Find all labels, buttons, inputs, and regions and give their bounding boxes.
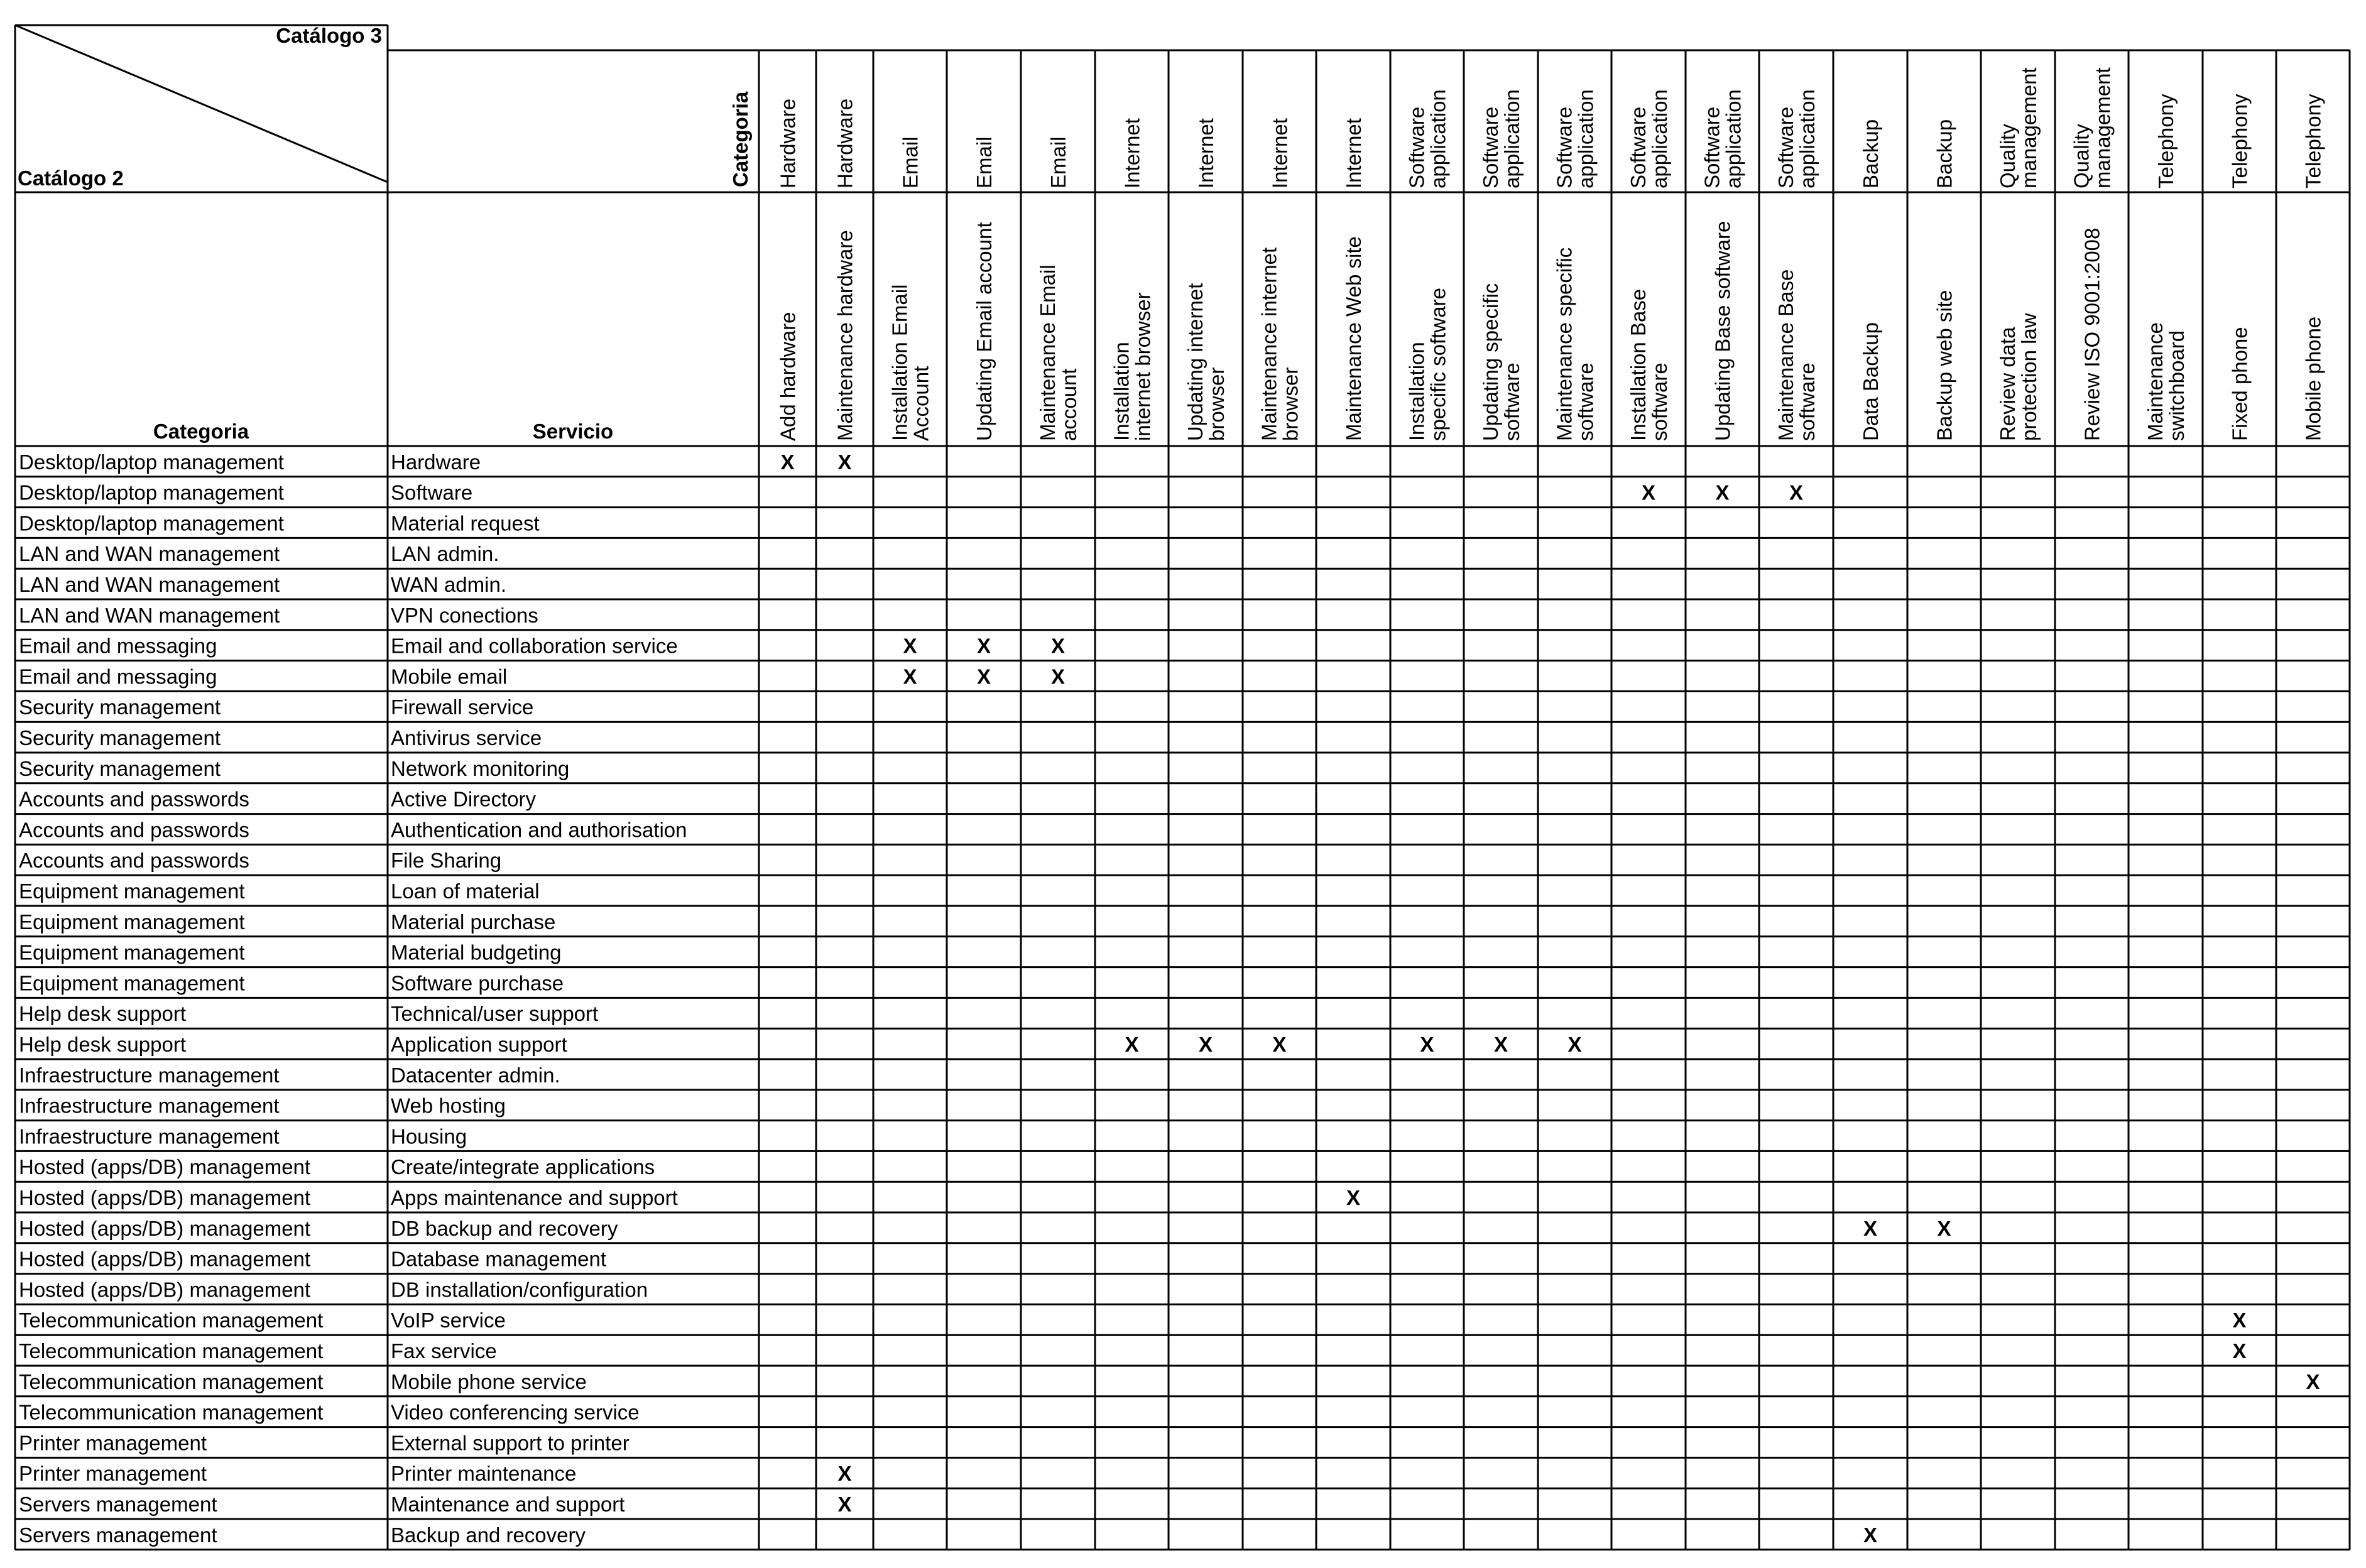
column-category-label: Softwareapplication bbox=[1405, 89, 1450, 188]
matrix-mark-x: X bbox=[1715, 481, 1730, 504]
row-servicio-cell: Antivirus service bbox=[391, 726, 542, 749]
row-servicio-cell: Hardware bbox=[391, 450, 481, 474]
matrix-mark-x: X bbox=[976, 665, 991, 689]
column-category-label: Internet bbox=[1194, 118, 1218, 188]
row-servicio-cell: Housing bbox=[391, 1124, 467, 1148]
row-servicio-cell: WAN admin. bbox=[391, 573, 506, 596]
matrix-mark-x: X bbox=[1050, 634, 1066, 658]
column-service-label: Installationinternet browser bbox=[1109, 292, 1155, 441]
row-servicio-cell: Authentication and authorisation bbox=[391, 818, 687, 842]
matrix-mark-x: X bbox=[1789, 481, 1804, 504]
row-servicio-cell: Application support bbox=[391, 1033, 567, 1056]
row-servicio-cell: Mobile phone service bbox=[391, 1369, 587, 1393]
column-service-label: Maintenance internetbrowser bbox=[1257, 247, 1302, 441]
row-servicio-cell: Network monitoring bbox=[391, 756, 570, 780]
row-categoria-cell: Printer management bbox=[19, 1462, 207, 1486]
matrix-mark-x: X bbox=[1272, 1033, 1287, 1056]
row-categoria-cell: LAN and WAN management bbox=[19, 603, 280, 627]
matrix-mark-x: X bbox=[976, 634, 991, 658]
row-categoria-cell: Email and messaging bbox=[19, 665, 217, 689]
column-category-label: Telephony bbox=[2228, 94, 2252, 188]
matrix-mark-x: X bbox=[1863, 1523, 1878, 1547]
row-servicio-cell: Fax service bbox=[391, 1339, 497, 1363]
row-categoria-cell: Infraestructure management bbox=[19, 1094, 280, 1118]
row-categoria-cell: Security management bbox=[19, 756, 221, 780]
row-servicio-cell: Software purchase bbox=[391, 971, 564, 995]
row-categoria-cell: Infraestructure management bbox=[19, 1063, 280, 1087]
row-servicio-cell: File Sharing bbox=[391, 849, 502, 873]
column-service-label: Updating Email account bbox=[973, 222, 996, 441]
row-categoria-cell: Equipment management bbox=[19, 910, 245, 934]
column-service-label: Maintenance Basesoftware bbox=[1774, 269, 1819, 441]
column-category-label: Backup bbox=[1933, 119, 1956, 188]
row-categoria-cell: Security management bbox=[19, 726, 221, 749]
matrix-mark-x: X bbox=[2232, 1339, 2247, 1363]
row-servicio-cell: External support to printer bbox=[391, 1431, 630, 1455]
header-servicio: Servicio bbox=[532, 420, 614, 443]
matrix-mark-x: X bbox=[1641, 481, 1656, 504]
column-category-label: Email bbox=[898, 136, 922, 188]
row-categoria-cell: LAN and WAN management bbox=[19, 573, 280, 596]
row-servicio-cell: Database management bbox=[391, 1247, 607, 1271]
row-categoria-cell: LAN and WAN management bbox=[19, 542, 280, 566]
row-categoria-cell: Accounts and passwords bbox=[19, 787, 249, 811]
column-service-label: Maintenance specificsoftware bbox=[1552, 247, 1598, 441]
row-categoria-cell: Help desk support bbox=[19, 1033, 186, 1056]
corner-catalog-3-label: Catálogo 3 bbox=[276, 24, 382, 47]
row-servicio-cell: VoIP service bbox=[391, 1309, 506, 1332]
column-category-label: Internet bbox=[1268, 118, 1292, 188]
row-categoria-cell: Telecommunication management bbox=[19, 1400, 324, 1424]
matrix-mark-x: X bbox=[1346, 1186, 1361, 1209]
column-category-label: Hardware bbox=[833, 98, 857, 188]
row-servicio-cell: Loan of material bbox=[391, 879, 540, 903]
row-servicio-cell: Material budgeting bbox=[391, 940, 562, 964]
row-categoria-cell: Hosted (apps/DB) management bbox=[19, 1186, 311, 1209]
matrix-mark-x: X bbox=[1050, 665, 1066, 689]
column-category-label: Softwareapplication bbox=[1479, 89, 1524, 188]
matrix-mark-x: X bbox=[1493, 1033, 1508, 1056]
column-category-label: Internet bbox=[1120, 118, 1144, 188]
row-servicio-cell: Create/integrate applications bbox=[391, 1155, 655, 1179]
matrix-mark-x: X bbox=[837, 1462, 852, 1486]
row-categoria-cell: Desktop/laptop management bbox=[19, 450, 284, 474]
column-service-label: Maintenanceswitchboard bbox=[2144, 322, 2188, 441]
row-servicio-cell: Web hosting bbox=[391, 1094, 506, 1118]
column-category-label: Softwareapplication bbox=[1627, 89, 1671, 188]
row-servicio-cell: Backup and recovery bbox=[391, 1523, 586, 1547]
row-servicio-cell: Video conferencing service bbox=[391, 1400, 640, 1424]
corner-catalog-2-label: Catálogo 2 bbox=[18, 166, 124, 190]
corner-diagonal-line bbox=[15, 25, 388, 182]
row-categoria-cell: Servers management bbox=[19, 1493, 217, 1516]
column-service-label: Review ISO 9001:2008 bbox=[2080, 227, 2104, 441]
column-service-label: Installation Basesoftware bbox=[1627, 288, 1671, 441]
column-service-label: Maintenance hardware bbox=[833, 230, 857, 441]
row-categoria-cell: Desktop/laptop management bbox=[19, 511, 284, 535]
column-category-label: Softwareapplication bbox=[1774, 89, 1819, 188]
row-servicio-cell: LAN admin. bbox=[391, 542, 499, 566]
matrix-mark-x: X bbox=[1937, 1216, 1951, 1240]
column-service-label: Updating specificsoftware bbox=[1479, 283, 1524, 441]
row-categoria-cell: Hosted (apps/DB) management bbox=[19, 1155, 311, 1179]
column-category-label: Hardware bbox=[776, 98, 800, 188]
row-servicio-cell: Software bbox=[391, 481, 473, 504]
row-servicio-cell: Active Directory bbox=[391, 787, 537, 811]
matrix-mark-x: X bbox=[780, 450, 795, 474]
column-category-label: Qualitymanagement bbox=[2069, 67, 2115, 188]
column-category-label: Telephony bbox=[2154, 94, 2178, 188]
row-categoria-cell: Accounts and passwords bbox=[19, 818, 249, 842]
matrix-mark-x: X bbox=[2306, 1369, 2320, 1393]
row-categoria-cell: Help desk support bbox=[19, 1002, 186, 1026]
row-servicio-cell: Firewall service bbox=[391, 695, 534, 719]
column-service-label: Maintenance Web site bbox=[1342, 236, 1365, 441]
column-service-label: Data Backup bbox=[1859, 322, 1882, 441]
column-service-label: Add hardware bbox=[776, 312, 800, 441]
column-category-label: Internet bbox=[1342, 118, 1365, 188]
matrix-mark-x: X bbox=[1420, 1033, 1434, 1056]
row-categoria-cell: Hosted (apps/DB) management bbox=[19, 1216, 311, 1240]
row-categoria-cell: Equipment management bbox=[19, 940, 245, 964]
matrix-mark-x: X bbox=[903, 634, 917, 658]
matrix-mark-x: X bbox=[1198, 1033, 1213, 1056]
matrix-mark-x: X bbox=[837, 450, 852, 474]
row-categoria-cell: Telecommunication management bbox=[19, 1339, 324, 1363]
row-servicio-cell: Material request bbox=[391, 511, 540, 535]
row-servicio-cell: DB backup and recovery bbox=[391, 1216, 618, 1240]
row-servicio-cell: Mobile email bbox=[391, 665, 508, 689]
row-servicio-cell: VPN conections bbox=[391, 603, 538, 627]
row-categoria-cell: Security management bbox=[19, 695, 221, 719]
column-service-label: Mobile phone bbox=[2301, 316, 2325, 441]
column-service-label: Maintenance Emailaccount bbox=[1036, 264, 1081, 441]
row-categoria-cell: Infraestructure management bbox=[19, 1124, 280, 1148]
column-service-label: Updating internetbrowser bbox=[1184, 283, 1228, 441]
row-categoria-cell: Equipment management bbox=[19, 879, 245, 903]
matrix-mark-x: X bbox=[2232, 1309, 2247, 1332]
column-category-label: Telephony bbox=[2301, 94, 2325, 188]
column-category-label: Email bbox=[973, 136, 996, 188]
row-servicio-cell: DB installation/configuration bbox=[391, 1278, 648, 1302]
matrix-mark-x: X bbox=[1567, 1033, 1582, 1056]
row-servicio-cell: Apps maintenance and support bbox=[391, 1186, 678, 1209]
matrix-mark-x: X bbox=[1125, 1033, 1139, 1056]
grid-lines bbox=[15, 25, 2350, 1550]
row-servicio-cell: Datacenter admin. bbox=[391, 1063, 560, 1087]
row-categoria-cell: Printer management bbox=[19, 1431, 207, 1455]
column-category-label: Email bbox=[1047, 136, 1070, 188]
row-categoria-cell: Hosted (apps/DB) management bbox=[19, 1247, 311, 1271]
column-service-label: Installation EmailAccount bbox=[888, 284, 933, 441]
row-categoria-cell: Email and messaging bbox=[19, 634, 217, 658]
row-categoria-cell: Equipment management bbox=[19, 971, 245, 995]
matrix-mark-x: X bbox=[1863, 1216, 1878, 1240]
row-servicio-cell: Material purchase bbox=[391, 910, 556, 934]
row-categoria-cell: Telecommunication management bbox=[19, 1369, 324, 1393]
row-categoria-cell: Hosted (apps/DB) management bbox=[19, 1278, 311, 1302]
row-servicio-cell: Technical/user support bbox=[391, 1002, 599, 1026]
row-servicio-cell: Maintenance and support bbox=[391, 1493, 625, 1516]
column-service-label: Fixed phone bbox=[2228, 327, 2252, 441]
column-header-categoria: Categoria bbox=[729, 91, 752, 187]
row-servicio-cell: Email and collaboration service bbox=[391, 634, 678, 658]
matrix-mark-x: X bbox=[903, 665, 917, 689]
row-servicio-cell: Printer maintenance bbox=[391, 1462, 577, 1486]
matrix-mark-x: X bbox=[837, 1493, 852, 1516]
column-category-label: Softwareapplication bbox=[1552, 89, 1598, 188]
column-service-label: Installationspecific software bbox=[1405, 288, 1450, 441]
header-categoria: Categoria bbox=[153, 420, 249, 443]
column-service-label: Updating Base software bbox=[1711, 220, 1735, 441]
column-service-label: Backup web site bbox=[1933, 290, 1956, 441]
column-category-label: Softwareapplication bbox=[1700, 89, 1745, 188]
row-categoria-cell: Desktop/laptop management bbox=[19, 481, 284, 504]
row-categoria-cell: Accounts and passwords bbox=[19, 849, 249, 873]
column-service-label: Review dataprotection law bbox=[1996, 313, 2041, 441]
row-categoria-cell: Servers management bbox=[19, 1523, 217, 1547]
column-category-label: Backup bbox=[1859, 119, 1882, 188]
column-headers bbox=[777, 67, 2325, 441]
column-category-label: Qualitymanagement bbox=[1996, 67, 2041, 188]
row-categoria-cell: Telecommunication management bbox=[19, 1309, 324, 1332]
